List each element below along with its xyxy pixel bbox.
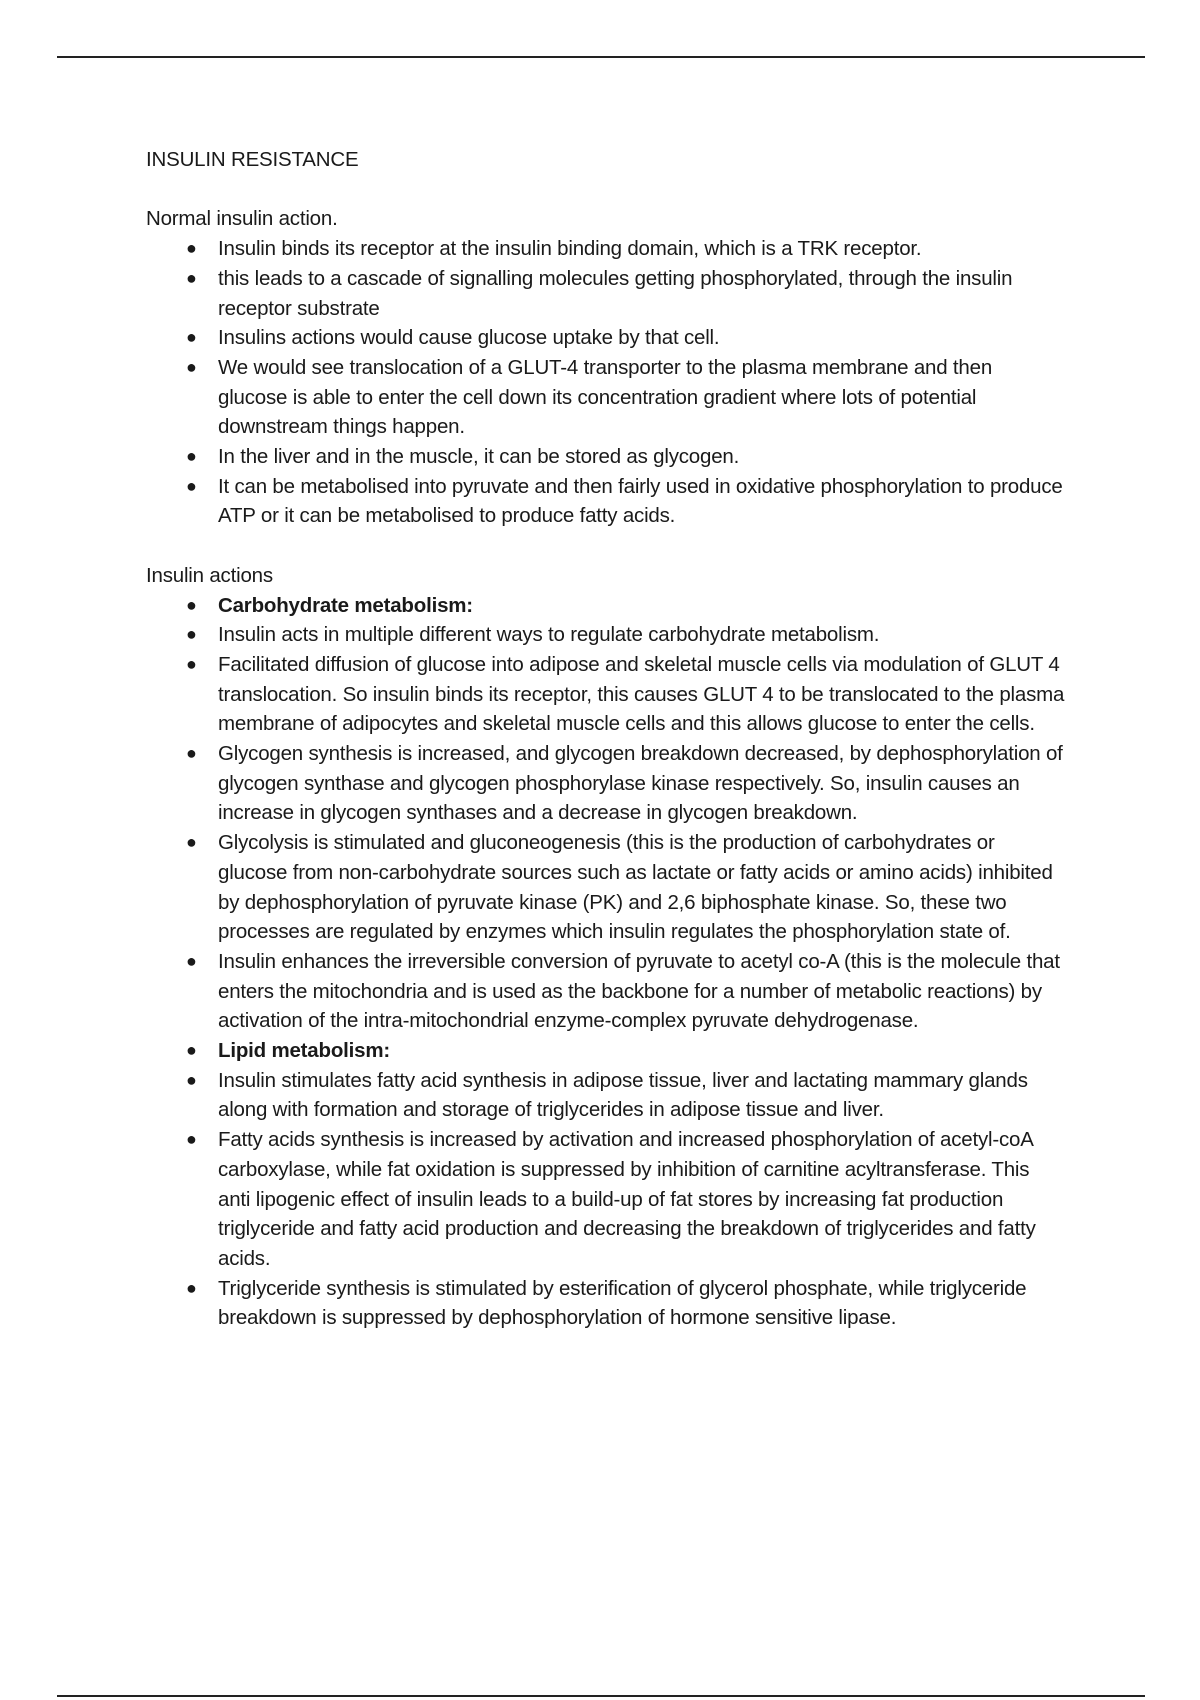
document-title: INSULIN RESISTANCE bbox=[146, 148, 359, 171]
list-item bbox=[146, 1274, 1066, 1333]
list-item bbox=[146, 1066, 1066, 1125]
list-item-text: Insulin acts in multiple different ways to regulate carbohydrate metabolism. bbox=[218, 623, 880, 647]
bullet-icon: ● bbox=[186, 950, 197, 971]
list-item bbox=[146, 591, 1066, 621]
list-item-text: Insulin stimulates fatty acid synthesis in adipose tissue, liver and lactating mammary glands along with formation and storage of triglycerides in adipose tissue and liver. bbox=[218, 1068, 1028, 1122]
list-item bbox=[146, 739, 1066, 828]
bullet-icon: ● bbox=[186, 832, 197, 853]
list-item-text: Fatty acids synthesis is increased by activation and increased phosphorylation of acetyl-coA carboxylase, while fat oxidation is suppressed by inhibition of carnitine acyltransferase. This anti lipogenic effect of insulin leads to a build-up of fat stores by increasing fat production triglyceride and fatty acid production and decreasing the breakdown of triglycerides and fatty acids. bbox=[218, 1128, 1036, 1270]
list-item-text: this leads to a cascade of signalling molecules getting phosphorylated, through the insulin receptor substrate bbox=[218, 266, 1013, 320]
bullet-icon: ● bbox=[186, 327, 197, 348]
bullet-icon: ● bbox=[186, 1277, 197, 1298]
list-item-text: Triglyceride synthesis is stimulated by esterification of glycerol phosphate, while triglyceride breakdown is suppressed by dephosphorylation of hormone sensitive lipase. bbox=[218, 1276, 1027, 1330]
list-item bbox=[146, 1125, 1066, 1274]
section-heading: Insulin actions bbox=[146, 563, 273, 587]
list-item-text: Facilitated diffusion of glucose into adipose and skeletal muscle cells via modulation of GLUT 4 translocation. So insulin binds its receptor, this causes GLUT 4 to be translocated to the plasma membrane of adipocytes and skeletal muscle cells and this allows glucose to enter the cells. bbox=[218, 652, 1065, 736]
bullet-icon: ● bbox=[186, 624, 197, 645]
bullet-icon: ● bbox=[186, 446, 197, 467]
list-item bbox=[146, 264, 1066, 323]
header-rule bbox=[57, 56, 1145, 58]
section-heading: Normal insulin action. bbox=[146, 207, 338, 231]
bullet-icon: ● bbox=[186, 594, 197, 615]
list-item-text: Carbohydrate metabolism: bbox=[218, 593, 473, 617]
bullet-list bbox=[146, 591, 1066, 1334]
section-normal-insulin-action bbox=[146, 204, 1066, 531]
bullet-icon: ● bbox=[186, 1069, 197, 1090]
list-item-text: Glycogen synthesis is increased, and glycogen breakdown decreased, by dephosphorylation of glycogen synthase and glycogen phosphorylase kinase respectively. So, insulin causes an increase in glycogen synthases and a decrease in glycogen breakdown. bbox=[218, 742, 1063, 825]
list-item bbox=[146, 828, 1066, 947]
spacer bbox=[146, 531, 1066, 561]
list-item bbox=[146, 234, 1066, 264]
list-item-text: In the liver and in the muscle, it can be stored as glycogen. bbox=[218, 445, 740, 469]
document-body bbox=[146, 145, 1066, 1333]
bullet-icon: ● bbox=[186, 653, 197, 674]
bullet-list bbox=[146, 234, 1066, 531]
spacer bbox=[146, 175, 1066, 205]
bullet-icon: ● bbox=[186, 475, 197, 496]
list-item bbox=[146, 1036, 1066, 1066]
bullet-icon: ● bbox=[186, 356, 197, 377]
list-item-text: We would see translocation of a GLUT-4 transporter to the plasma membrane and then glucose is able to enter the cell down its concentration gradient where lots of potential downstream things happen. bbox=[218, 355, 993, 439]
list-item-text: Lipid metabolism: bbox=[218, 1039, 391, 1063]
list-item bbox=[146, 353, 1066, 442]
list-item bbox=[146, 620, 1066, 650]
bullet-icon: ● bbox=[186, 743, 197, 764]
list-item bbox=[146, 442, 1066, 472]
list-item-text: Insulin enhances the irreversible conversion of pyruvate to acetyl co-A (this is the molecule that enters the mitochondria and is used as the backbone for a number of metabolic reactions) by activation of the intra-mitochondrial enzyme-complex pyruvate dehydrogenase. bbox=[218, 949, 1060, 1033]
list-item bbox=[146, 323, 1066, 353]
list-item-text: Insulins actions would cause glucose uptake by that cell. bbox=[218, 326, 720, 350]
list-item-text: Insulin binds its receptor at the insulin binding domain, which is a TRK receptor. bbox=[218, 237, 922, 261]
bullet-icon: ● bbox=[186, 1129, 197, 1150]
section-insulin-actions bbox=[146, 561, 1066, 1333]
list-item bbox=[146, 947, 1066, 1036]
list-item bbox=[146, 650, 1066, 739]
list-item-text: It can be metabolised into pyruvate and then fairly used in oxidative phosphorylation to produce ATP or it can be metabolised to produce fatty acids. bbox=[218, 474, 1063, 528]
list-item-text: Glycolysis is stimulated and gluconeogenesis (this is the production of carbohydrates or glucose from non-carbohydrate sources such as lactate or fatty acids or amino acids) inhibited by dephosphorylation of pyruvate kinase (PK) and 2,6 biphosphate kinase. So, these two processes are regulated by enzymes which insulin regulates the phosphorylation state of. bbox=[218, 831, 1053, 944]
bullet-icon: ● bbox=[186, 238, 197, 259]
bullet-icon: ● bbox=[186, 267, 197, 288]
bullet-icon: ● bbox=[186, 1040, 197, 1061]
footer-rule bbox=[57, 1695, 1145, 1697]
list-item bbox=[146, 472, 1066, 531]
